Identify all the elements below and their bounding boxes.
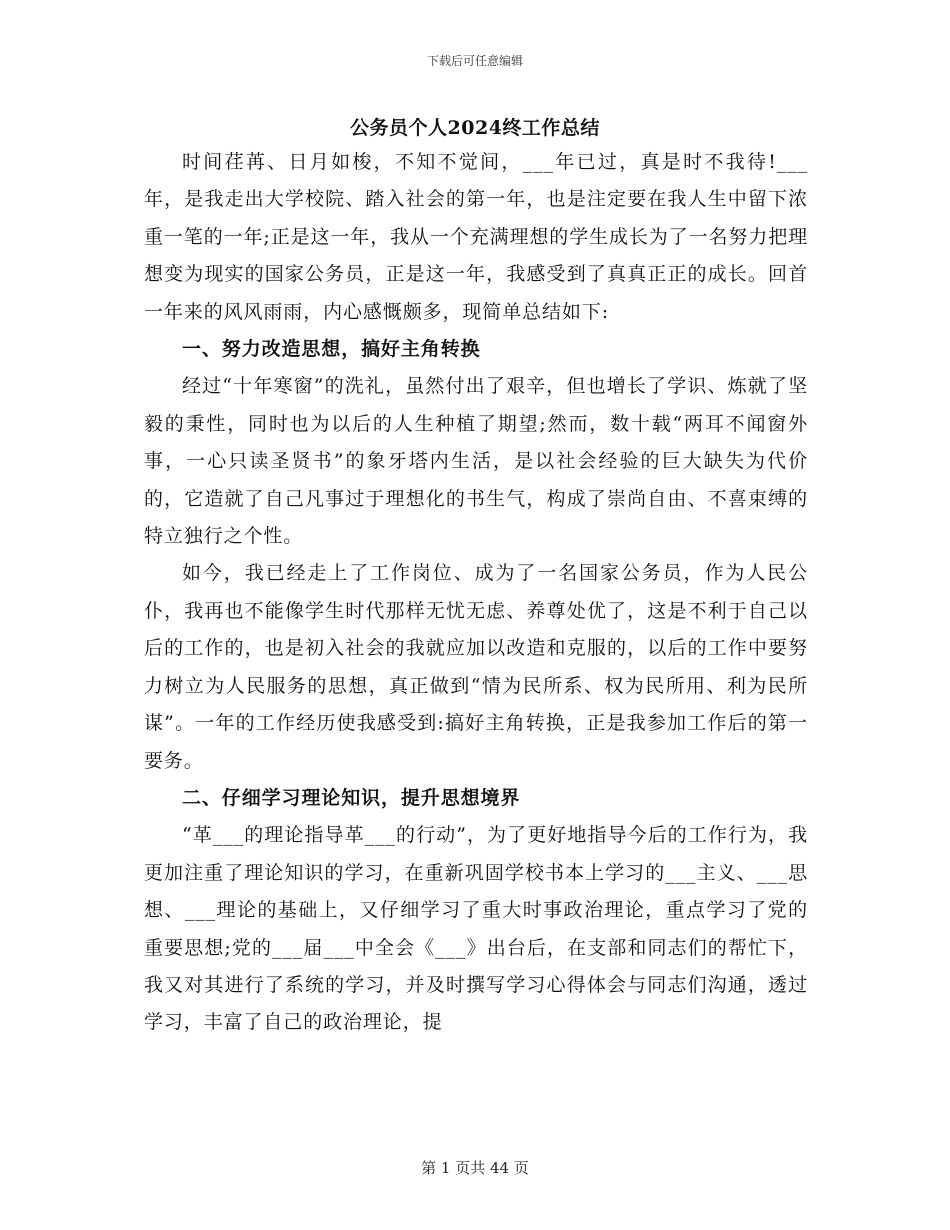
paragraph-section1-a: 经过“十年寒窗”的洗礼，虽然付出了艰辛，但也增长了学识、炼就了坚毅的秉性，同时也为以后的人生种植了期望;然而，数十载“两耳不闻窗外事，一心只读圣贤书”的象牙塔内生活，是以社会经验的巨大缺失为代价的，它造就了自己凡事过于理想化的书生气，构成了崇尚自由、不喜束缚的特立独行之个性。 xyxy=(144,375,808,548)
paragraph-intro: 时间荏苒、日月如梭，不知不觉间，___年已过，真是时不我待!___年，是我走出大学校院、踏入社会的第一年，也是注定要在我人生中留下浓重一笔的一年;正是这一年，我从一个充满理想的学生成长为了一名努力把理想变为现实的国家公务员，正是这一年，我感受到了真真正正的成长。回首一年来的风风雨雨，内心感慨颇多，现简单总结如下: xyxy=(144,151,809,323)
section-heading-2: 二、仔细学习理论知识，提升思想境界 xyxy=(182,786,521,809)
document-body xyxy=(144,144,808,1042)
paragraph-section1-b: 如今，我已经走上了工作岗位、成为了一名国家公务员，作为人民公仆，我再也不能像学生时代那样无忧无虑、养尊处优了，这是不利于自己以后的工作的，也是初入社会的我就应加以改造和克服的，以后的工作中要努力树立为人民服务的思想，真正做到“情为民所系、权为民所用、利为民所谋”。一年的工作经历使我感受到:搞好主角转换，正是我参加工作后的第一要务。 xyxy=(144,562,808,772)
page-number-footer: 第 1 页共 44 页 xyxy=(421,1159,529,1177)
header-note: 下载后可任意编辑 xyxy=(426,54,523,68)
document-title: 公务员个人2024终工作总结 xyxy=(350,117,600,139)
section-heading-1: 一、努力改造思想，搞好主角转换 xyxy=(182,338,481,361)
paragraph-section2-a: “革___的理论指导革___的行动”，为了更好地指导今后的工作行为，我更加注重了理论知识的学习，在重新巩固学校书本上学习的___主义、___思想、___理论的基础上，又仔细学习了重大时事政治理论，重点学习了党的重要思想;党的___届___中全会《___》出台后，在支部和同志们的帮忙下，我又对其进行了系统的学习，并及时撰写学习心得体会与同志们沟通，透过学习，丰富了自己的政治理论，提 xyxy=(144,824,808,1034)
